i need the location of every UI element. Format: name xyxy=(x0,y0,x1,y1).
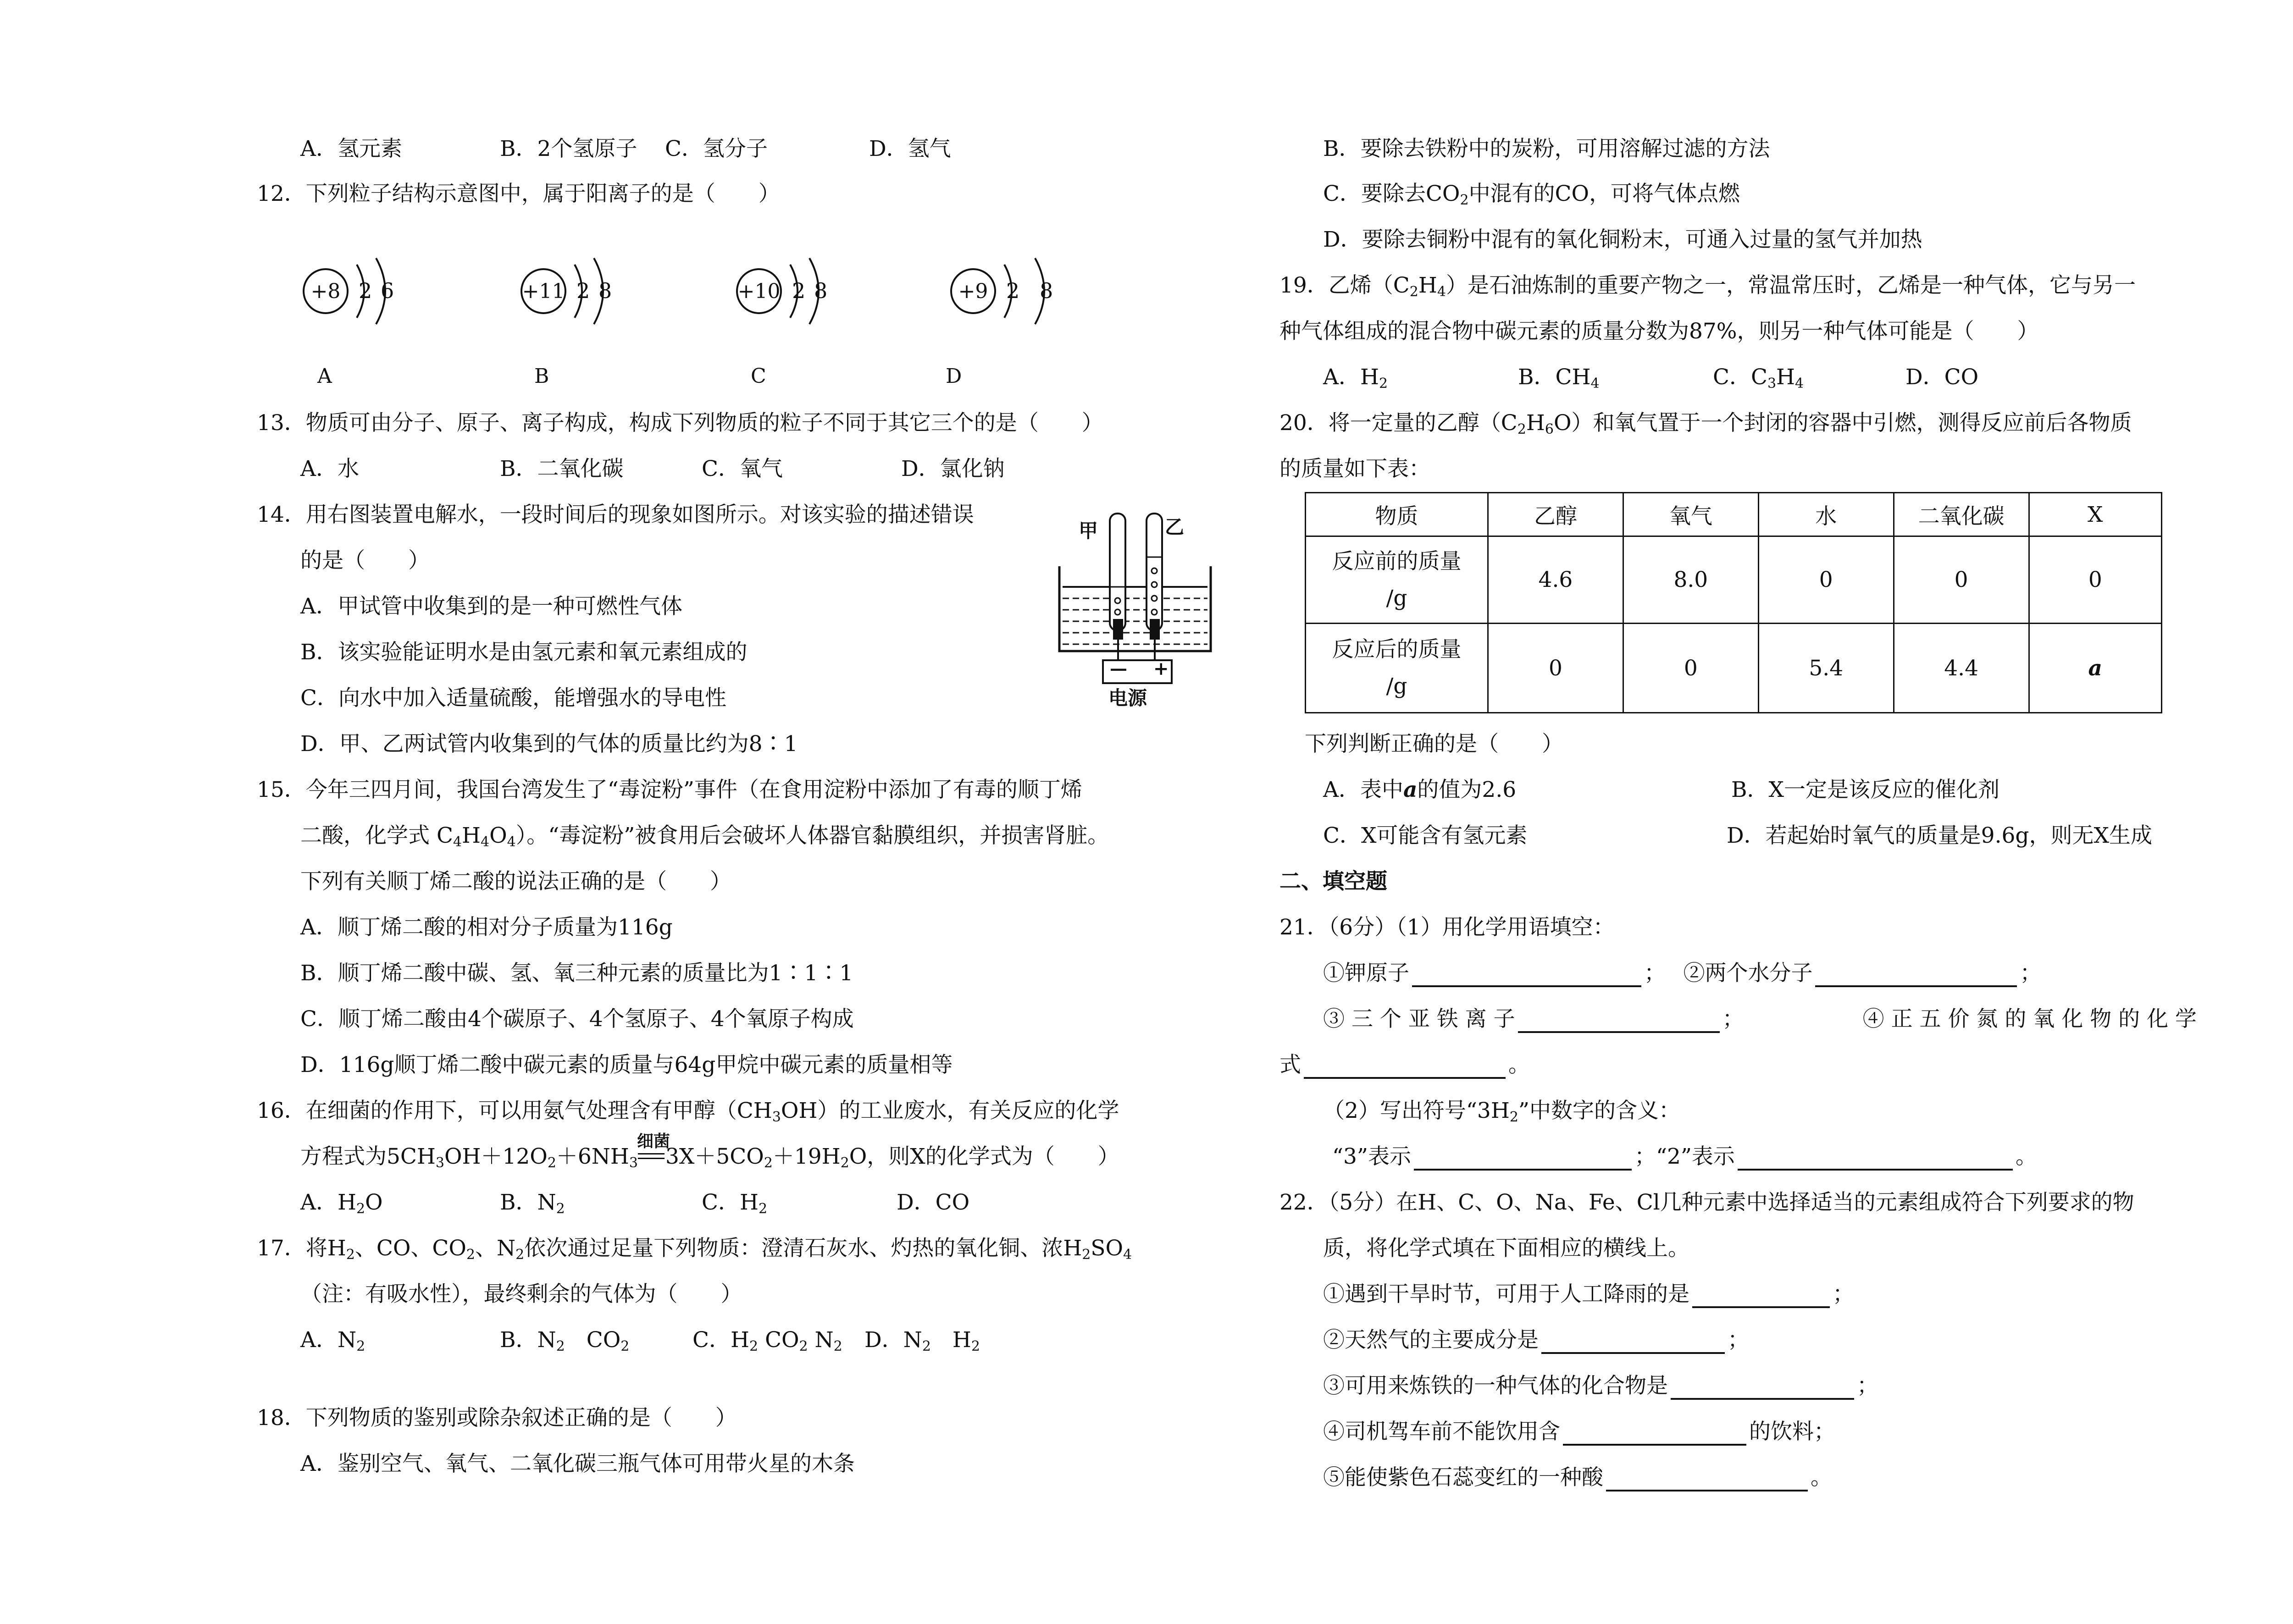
q16-option-c: C．$H_2$ xyxy=(702,1190,768,1217)
q17-option-c: C．$H_2$ $CO_2$ $N_2$ xyxy=(692,1327,842,1354)
shell-2: 8 xyxy=(1040,278,1053,303)
answer-blank[interactable] xyxy=(1414,1148,1632,1171)
q11-option-b: B．2个氢原子 xyxy=(500,136,637,161)
q20-question: 下列判断正确的是（ ） xyxy=(1305,731,1563,757)
q21-line-1: ①钾原子 ； ②两个水分子 ； xyxy=(1323,960,2041,988)
q15-option-b: B．顺丁烯二酸中碳、氢、氧三种元素的质量比为1∶1∶1 xyxy=(300,961,853,986)
q14-option-d: D．甲、乙两试管内收集到的气体的质量比约为8∶1 xyxy=(300,731,798,757)
table-row-label: 反应前的质量 /g xyxy=(1306,536,1488,624)
atom-label: B xyxy=(534,365,549,388)
atom-label: A xyxy=(317,365,332,388)
shell-2: 6 xyxy=(381,278,394,303)
shell-1: 2 xyxy=(1006,278,1020,303)
tube-label-jia: 甲 xyxy=(1079,519,1098,542)
q13-option-c: C．氧气 xyxy=(702,456,783,481)
q21-stem: 21．（6分）（1）用化学用语填空： xyxy=(1279,915,1615,940)
table-cell: 0 xyxy=(2029,536,2161,624)
q22-stem-2: 质，将化学式填在下面相应的横线上。 xyxy=(1323,1236,1689,1261)
reaction-arrow xyxy=(637,1132,670,1171)
table-row-label: 反应后的质量 /g xyxy=(1306,624,1488,713)
q17-option-a: A．$N_2$ xyxy=(300,1327,366,1354)
q11-option-c: C．氢分子 xyxy=(665,136,768,161)
answer-blank[interactable] xyxy=(1518,1010,1720,1033)
table-row xyxy=(1306,536,2162,624)
q20-stem-1: 20．将一定量的乙醇$(C_2H_6O)$和氧气置于一个封闭的容器中引燃，测得反应前后各物质 xyxy=(1279,410,2132,437)
q15-option-d: D．116g顺丁烯二酸中碳元素的质量与64g甲烷中碳元素的质量相等 xyxy=(300,1052,953,1077)
table-header: 二氧化碳 xyxy=(1894,493,2029,536)
reaction-condition: 细菌 xyxy=(637,1132,670,1151)
table-header: X xyxy=(2029,493,2161,536)
table-cell: 0 xyxy=(1758,536,1894,624)
answer-blank[interactable] xyxy=(1815,964,2017,987)
electrolysis-apparatus xyxy=(1052,507,1218,713)
q22-item-1: ①遇到干旱时节，可用于人工降雨的是 ； xyxy=(1323,1281,1854,1309)
q21-part-2: （2）写出符号“$3H_2$”中数字的含义： xyxy=(1323,1098,1680,1125)
q20-option-a: A．表中a的值为2.6 xyxy=(1323,777,1517,802)
atom-label: C xyxy=(751,365,766,388)
answer-blank[interactable] xyxy=(1692,1285,1830,1308)
nucleus: +8 xyxy=(303,268,349,314)
q18-option-a: A．鉴别空气、氧气、二氧化碳三瓶气体可用带火星的木条 xyxy=(300,1451,855,1476)
q20-option-c: C．X可能含有氢元素 xyxy=(1323,823,1528,848)
q21-line-3: 式 。 xyxy=(1279,1051,1530,1080)
shell-1: 2 xyxy=(359,278,372,303)
shell-1: 2 xyxy=(792,278,806,303)
q19-option-c: C．$C_3H_4$ xyxy=(1713,365,1804,392)
q16-stem-1: 16．在细菌的作用下，可以用氨气处理含有甲醇$(CH_3OH)$的工业废水，有关反应的化学 xyxy=(257,1098,1119,1125)
mass-table xyxy=(1305,492,2162,713)
q17-option-d: D．$N_2$ $H_2$ xyxy=(864,1327,980,1354)
q20-options-cd xyxy=(1323,822,2194,851)
table-cell: 0 xyxy=(1894,536,2029,624)
q15-stem-3: 下列有关顺丁烯二酸的说法正确的是（ ） xyxy=(300,869,731,894)
q19-stem-2: 种气体组成的混合物中碳元素的质量分数为87%，则另一种气体可能是（ ） xyxy=(1279,319,2039,344)
q19-option-a: A．$H_2$ xyxy=(1323,365,1388,392)
q16-option-a: A．$H_2O$ xyxy=(300,1190,383,1217)
q15-option-c: C．顺丁烯二酸由4个碳原子、4个氢原子、4个氧原子构成 xyxy=(300,1006,854,1032)
table-row xyxy=(1306,624,2162,713)
q16-equation: 方程式为$5CH_3OH+12O_2+6NH_3$ 细菌 $3X+5CO_2+19H_2O$，则X的化学式为（ ） xyxy=(300,1143,1119,1171)
q11-option-a: A．氢元素 xyxy=(300,136,402,161)
q14-stem-2: 的是（ ） xyxy=(300,548,430,573)
tube-label-yi: 乙 xyxy=(1165,516,1185,538)
q15-stem-2: 二酸，化学式 $C_4H_4O_4$）。“毒淀粉”被食用后会破坏人体器官黏膜组织，并损害肾脏。 xyxy=(300,823,1109,850)
q14-stem-1: 14．用右图装置电解水，一段时间后的现象如图所示。对该实验的描述错误 xyxy=(257,502,974,527)
q22-stem-1: 22．（5分）在H、C、O、Na、Fe、Cl几种元素中选择适当的元素组成符合下列要求的物 xyxy=(1279,1190,2134,1215)
q17-stem-2: （注：有吸水性），最终剩余的气体为（ ） xyxy=(300,1282,742,1307)
q17-stem-1: 17．将$H_2$、CO、$CO_2$、$N_2$依次通过足量下列物质：澄清石灰水、灼热的氧化铜、浓$H_2SO_4$ xyxy=(257,1236,1132,1263)
table-cell: a xyxy=(2029,624,2161,713)
answer-blank[interactable] xyxy=(1671,1377,1854,1400)
q14-option-c: C．向水中加入适量硫酸，能增强水的导电性 xyxy=(300,685,726,711)
nucleus: +10 xyxy=(736,268,782,314)
q12-stem: 12．下列粒子结构示意图中，属于阳离子的是（ ） xyxy=(257,181,780,206)
q18-option-c: C．要除去$CO_2$中混有的CO，可将气体点燃 xyxy=(1323,181,1740,208)
q22-item-5: ⑤能使紫色石蕊变红的一种酸 。 xyxy=(1323,1464,1832,1492)
answer-blank[interactable] xyxy=(1541,1331,1725,1354)
table-cell: 0 xyxy=(1623,624,1758,713)
q22-item-3: ③可用来炼铁的一种气体的化合物是 ； xyxy=(1323,1372,1878,1401)
section-heading-fill-in: 二、填空题 xyxy=(1279,869,1387,894)
q13-option-a: A．水 xyxy=(300,456,359,481)
q16-option-b: B．$N_2$ xyxy=(500,1190,565,1217)
table-header: 氧气 xyxy=(1623,493,1758,536)
shell-2: 8 xyxy=(598,278,612,303)
power-label: 电源 xyxy=(1108,687,1147,709)
table-cell: 5.4 xyxy=(1758,624,1894,713)
answer-blank[interactable] xyxy=(1563,1423,1746,1446)
q13-option-b: B．二氧化碳 xyxy=(500,456,624,481)
q13-stem: 13．物质可由分子、原子、离子构成，构成下列物质的粒子不同于其它三个的是（ ） xyxy=(257,410,1103,436)
answer-blank[interactable] xyxy=(1606,1469,1808,1491)
q18-stem: 18．下列物质的鉴别或除杂叙述正确的是（ ） xyxy=(257,1405,737,1431)
atom-label: D xyxy=(946,365,962,388)
q21-line-2: ③ 三 个 亚 铁 离 子 ； ④ 正 五 价 氮 的 氧 化 物 的 化 学 xyxy=(1323,1005,2197,1034)
q15-option-a: A．顺丁烯二酸的相对分子质量为116g xyxy=(300,915,673,940)
q16-option-d: D．CO xyxy=(897,1190,970,1215)
q15-stem-1: 15．今年三四月间，我国台湾发生了“毒淀粉”事件（在食用淀粉中添加了有毒的顺丁烯 xyxy=(257,777,1082,802)
q19-option-d: D．CO xyxy=(1905,365,1979,390)
minus-terminal: — xyxy=(1110,658,1127,679)
q14-option-a: A．甲试管中收集到的是一种可燃性气体 xyxy=(300,594,682,619)
q17-option-b: B．$N_2$ $CO_2$ xyxy=(500,1327,630,1354)
q14-option-b: B．该实验能证明水是由氢元素和氧元素组成的 xyxy=(300,640,748,665)
q20-options-ab xyxy=(1323,776,2194,805)
q13-option-d: D．氯化钠 xyxy=(901,456,1005,481)
shell-1: 2 xyxy=(576,278,590,303)
q18-option-d: D．要除去铜粉中混有的氧化铜粉末，可通入过量的氢气并加热 xyxy=(1323,227,1922,252)
shell-2: 8 xyxy=(814,278,828,303)
answer-blank[interactable] xyxy=(1412,964,1641,987)
table-cell: 4.6 xyxy=(1488,536,1623,624)
q20-option-d: D．若起始时氧气的质量是9.6g，则无X生成 xyxy=(1727,823,2152,848)
q22-item-4: ④司机驾车前不能饮用含 的饮料； xyxy=(1323,1418,1835,1447)
answer-blank[interactable] xyxy=(1304,1056,1506,1079)
answer-blank[interactable] xyxy=(1738,1148,2013,1171)
table-header: 物质 xyxy=(1306,493,1488,536)
q18-option-b: B．要除去铁粉中的炭粉，可用溶解过滤的方法 xyxy=(1323,136,1770,161)
table-header: 水 xyxy=(1758,493,1894,536)
table-cell: 0 xyxy=(1488,624,1623,713)
q20-option-b: B．X一定是该反应的催化剂 xyxy=(1731,777,1999,802)
q22-item-2: ②天然气的主要成分是 ； xyxy=(1323,1326,1749,1355)
table-header: 乙醇 xyxy=(1488,493,1623,536)
q19-stem-1: 19．乙烯$(C_2H_4)$是石油炼制的重要产物之一，常温常压时，乙烯是一种气体，它与另一 xyxy=(1279,273,2136,300)
q20-stem-2: 的质量如下表： xyxy=(1279,456,1430,481)
q19-option-b: B．$CH_4$ xyxy=(1518,365,1600,392)
table-header-row xyxy=(1306,493,2162,536)
nucleus: +11 xyxy=(521,268,566,314)
nucleus: +9 xyxy=(950,268,996,314)
table-cell: 8.0 xyxy=(1623,536,1758,624)
q21-line-4: “3”表示 ；“2”表示 。 xyxy=(1332,1143,2037,1171)
q11-option-d: D．氢气 xyxy=(869,136,951,161)
table-cell: 4.4 xyxy=(1894,624,2029,713)
plus-terminal: + xyxy=(1153,658,1169,679)
